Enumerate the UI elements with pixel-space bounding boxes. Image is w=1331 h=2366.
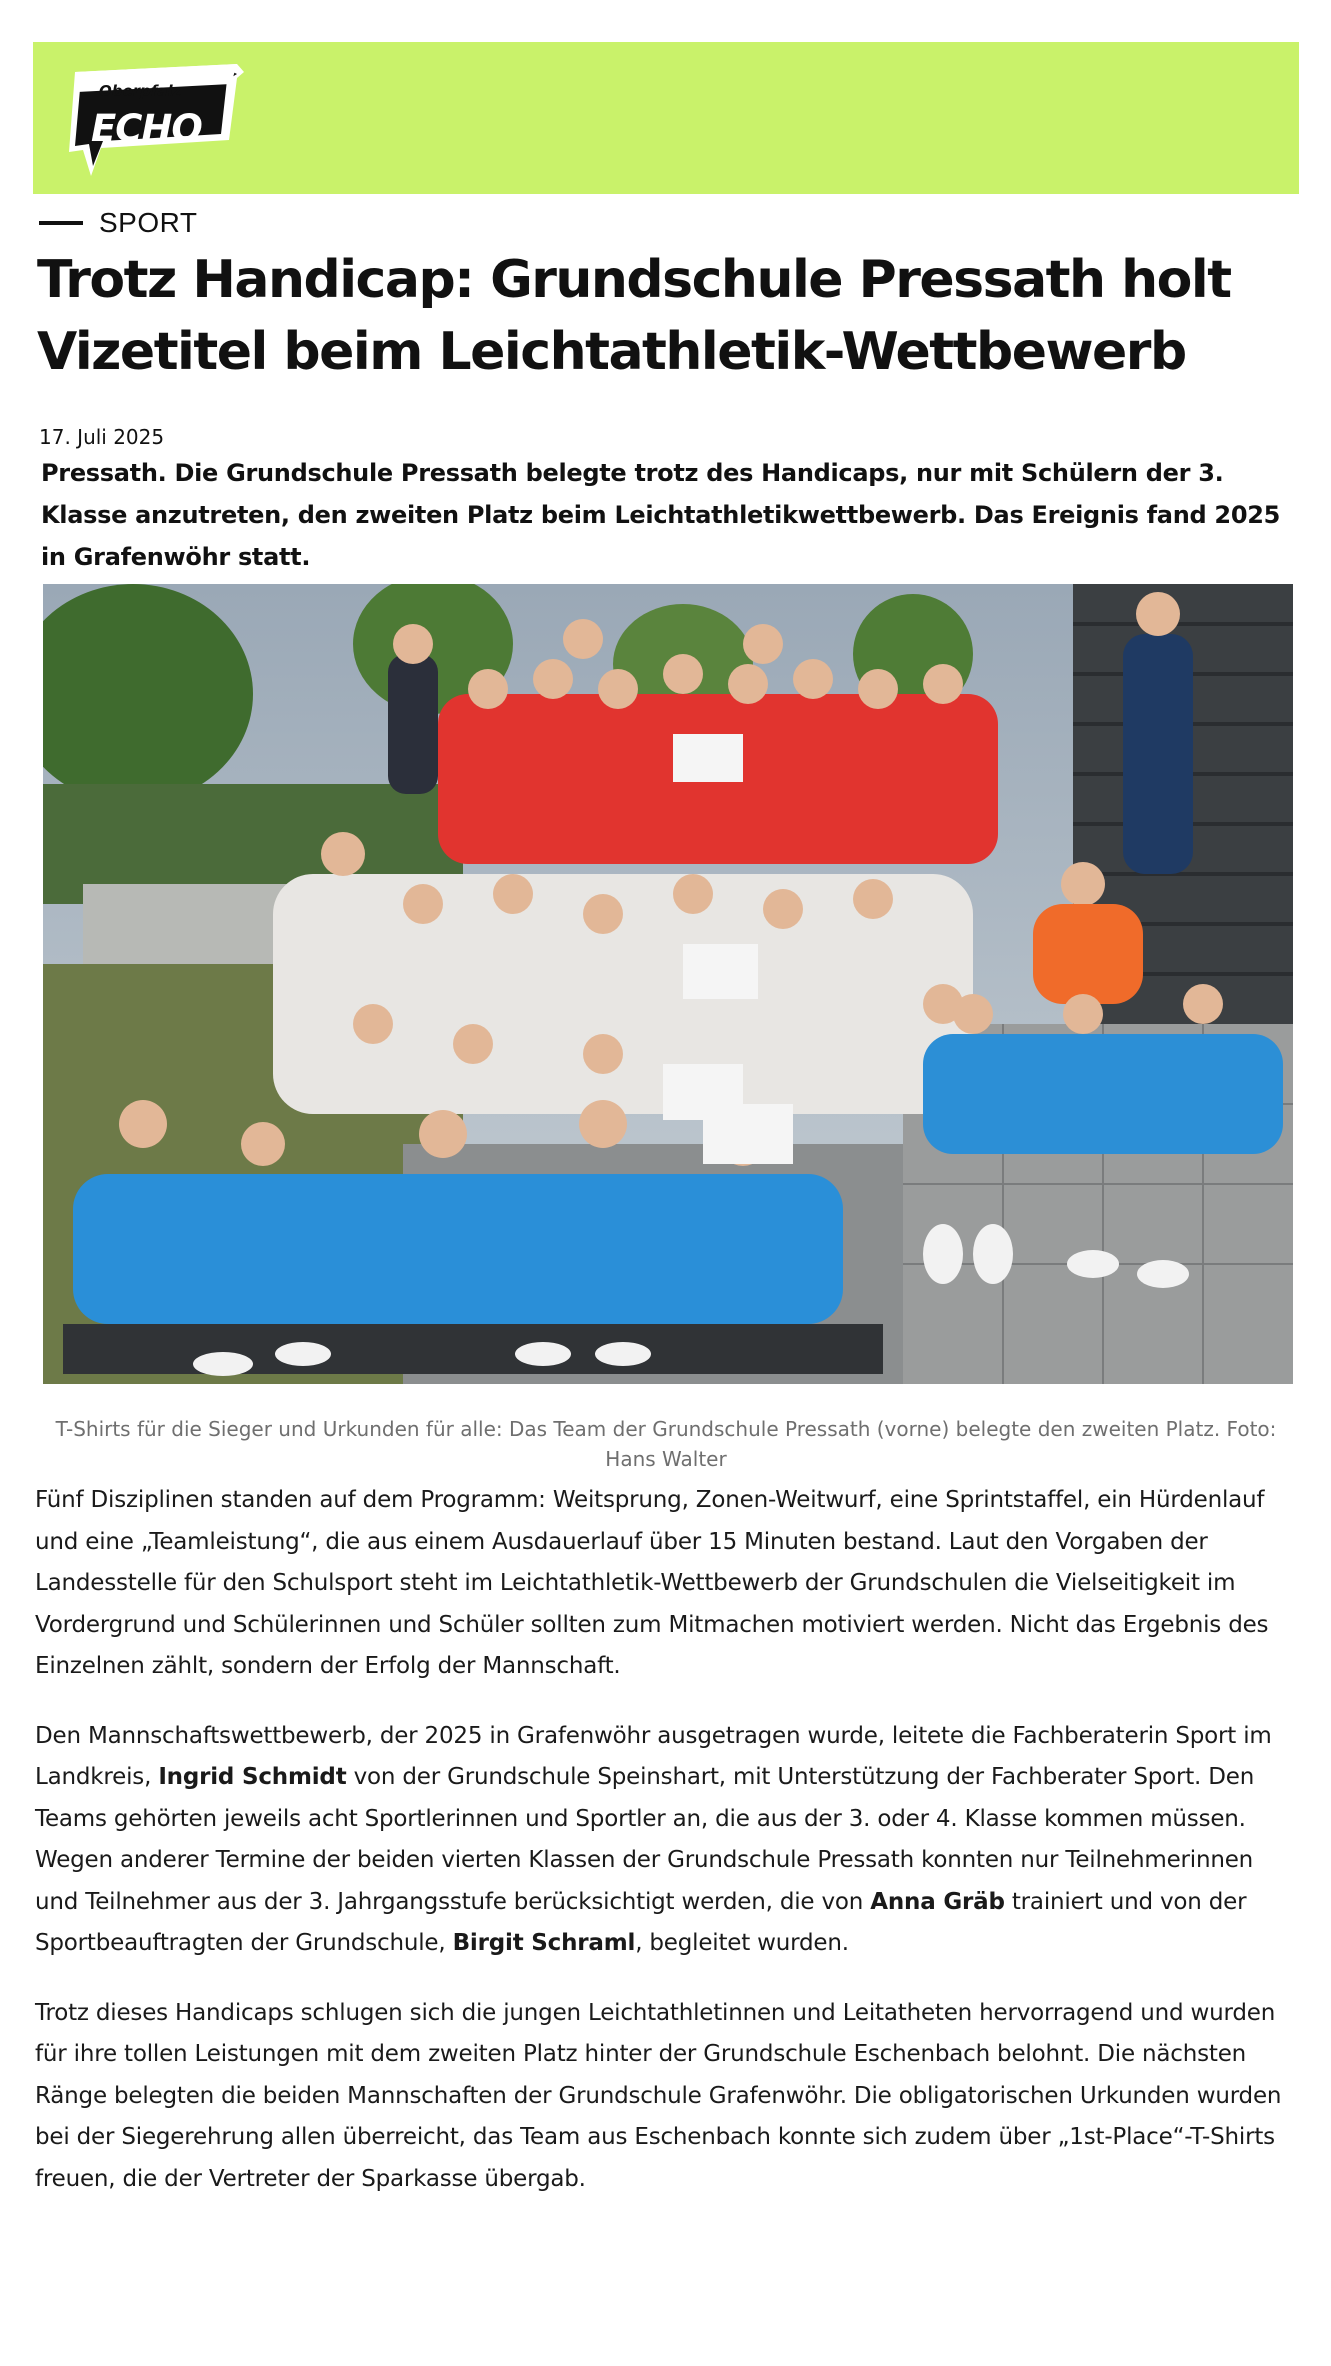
category-label[interactable]: SPORT (99, 207, 198, 238)
body-paragraph-1: Fünf Disziplinen standen auf dem Programm: Weitsprung, Zonen-Weitwurf, eine Sprintstaffel, ein Hürdenlauf und eine „Teamleistung“, die aus einem Ausdauerlauf über 15 Minuten bestand. Laut den Vorgaben der Landesstelle für den Schulsport steht im Leichtathletik-Wettbewerb der Grundschulen die Vielseitigkeit im Vordergrund und Schülerinnen und Schüler sollten zum Mitmachen motiviert werden. Nicht das Ergebnis des Einzelnen zählt, sondern der Erfolg der Mannschaft. (35, 1487, 1269, 1679)
category-dash (39, 221, 83, 225)
paragraph-2-text-2: von der Grundschule Speinshart, mit Unterstützung der Fachberater Sport. Den Teams gehörten jeweils acht Sportlerinnen und Sportler an, die aus der 3. oder 4. Klasse kommen müssen. Wegen anderer Termine der beiden vierten Klassen der Grundschule Pressath konnten nur Teilnehmerinnen und Teilnehmer aus der 3. Jahrgangsstufe berücksichtigt werden, die von (35, 1764, 1255, 1915)
article-page (33, 42, 1299, 2228)
article-date: 17. Juli 2025 (39, 425, 165, 449)
category-row (33, 206, 1299, 240)
masthead (33, 42, 1299, 194)
person-name-birgit-schraml: Birgit Schraml (452, 1930, 636, 1956)
article-photo (43, 584, 1293, 1384)
body-paragraph-2 (35, 1716, 1295, 1965)
photo-caption: T-Shirts für die Sieger und Urkunden für alle: Das Team der Grundschule Pressath (vorne) belegte den zweiten Platz. Foto: Hans Walter (55, 1417, 1277, 1471)
body-paragraph-3: Trotz dieses Handicaps schlugen sich die jungen Leichtathletinnen und Leitatheten hervorragend und wurden für ihre tollen Leistungen mit dem zweiten Platz hinter der Grundschule Eschenbach belohnt. Die nächsten Ränge belegten die beiden Mannschaften der Grundschule Grafenwöhr. Die obligatorischen Urkunden wurden bei der Siegerehrung allen überreicht, das Team aus Eschenbach konnte sich zudem über „1st-Place“-T-Shirts freuen, die der Vertreter der Sparkasse übergab. (35, 1999, 1282, 2192)
logo-top-text: Oberpfalz (99, 82, 182, 100)
team-photo-illustration (43, 584, 1293, 1384)
person-name-anna-graeb: Anna Gräb (870, 1888, 1005, 1915)
paragraph-2-text-3: trainiert und von der Sportbeauftragten der Grundschule, (35, 1888, 1247, 1956)
oberpfalz-echo-logo[interactable] (61, 62, 251, 180)
article-lead: Pressath. Die Grundschule Pressath belegte trotz des Handicaps, nur mit Schülern der 3. Klasse anzutreten, den zweiten Platz beim Leichtathletikwettbewerb. Das Ereignis fand 2025 in Grafenwöhr statt. (41, 459, 1281, 571)
person-name-ingrid-schmidt: Ingrid Schmidt (158, 1764, 347, 1790)
paragraph-2-text-1: Den Mannschaftswettbewerb, der 2025 in Grafenwöhr ausgetragen wurde, leitete die Fachberaterin Sport im Landkreis, (35, 1722, 1272, 1790)
article-body (35, 1480, 1295, 2200)
article-headline: Trotz Handicap: Grundschule Pressath holt Vizetitel beim Leichtathletik-Wettbewerb (37, 250, 1231, 382)
paragraph-2-text-4: , begleitet wurden. (635, 1930, 849, 1956)
logo-main-text: ECHO (91, 107, 202, 150)
